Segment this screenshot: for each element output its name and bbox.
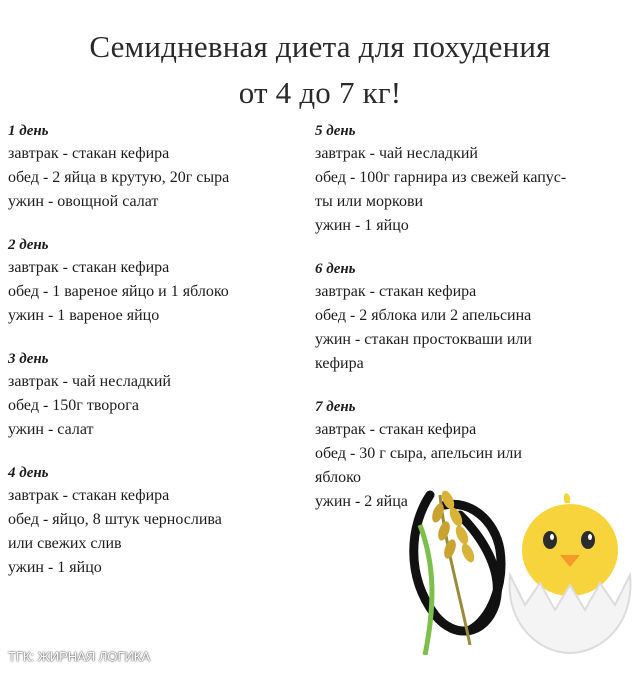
day-5: [315, 120, 635, 238]
meal-line: ужин - стакан простокваши или: [315, 331, 532, 348]
meal-line: завтрак - стакан кефира: [315, 283, 477, 300]
day-title: 3 день: [8, 351, 49, 367]
meal-line: ужин - 1 яйцо: [315, 217, 409, 234]
day-title: 6 день: [315, 261, 356, 277]
channel-watermark: ТГК: ЖИРНАЯ ЛОГИКА: [8, 649, 151, 664]
meal-line: кефира: [315, 355, 364, 372]
meal-line: или свежих слив: [8, 535, 122, 552]
title-line-1: Семидневная диета для похудения: [89, 29, 551, 64]
meal-line: обед - 2 яблока или 2 апельсина: [315, 307, 532, 324]
meal-line: ужин - салат: [8, 421, 94, 438]
meal-line: завтрак - стакан кефира: [8, 487, 170, 504]
meal-line: завтрак - чай несладкий: [8, 373, 171, 390]
meal-line: ужин - овощной салат: [8, 193, 159, 210]
meal-line: завтрак - стакан кефира: [8, 259, 170, 276]
meal-line: завтрак - стакан кефира: [315, 421, 477, 438]
meal-line: ужин - 2 яйца: [315, 493, 408, 510]
meal-line: обед - 2 яйца в крутую, 20г сыра: [8, 169, 230, 186]
day-1: [8, 120, 308, 214]
chick-emoji: [510, 493, 631, 653]
meal-line: обед - 30 г сыра, апельсин или: [315, 445, 522, 462]
meal-line: обед - яйцо, 8 штук чернослива: [8, 511, 222, 528]
decoration: [400, 455, 640, 655]
page-title: [0, 24, 640, 116]
day-3: [8, 348, 308, 442]
day-title: 2 день: [8, 237, 49, 253]
meal-line: обед - 1 вареное яйцо и 1 яблоко: [8, 283, 229, 300]
meal-line: ты или моркови: [315, 193, 424, 210]
meal-line: ужин - 1 яйцо: [8, 559, 102, 576]
meal-line: яблоко: [315, 469, 362, 486]
meal-line: завтрак - стакан кефира: [8, 145, 170, 162]
meal-line: обед - 100г гарнира из свежей капус-: [315, 169, 567, 186]
title-line-2: от 4 до 7 кг!: [238, 75, 402, 110]
left-column: [8, 120, 308, 600]
day-title: 5 день: [315, 123, 356, 139]
day-title: 4 день: [8, 465, 49, 481]
day-4: [8, 462, 308, 580]
meal-line: ужин - 1 вареное яйцо: [8, 307, 160, 324]
day-6: [315, 258, 635, 376]
day-2: [8, 234, 308, 328]
meal-line: обед - 150г творога: [8, 397, 139, 414]
day-title: 7 день: [315, 399, 356, 415]
day-title: 1 день: [8, 123, 49, 139]
meal-line: завтрак - чай несладкий: [315, 145, 478, 162]
